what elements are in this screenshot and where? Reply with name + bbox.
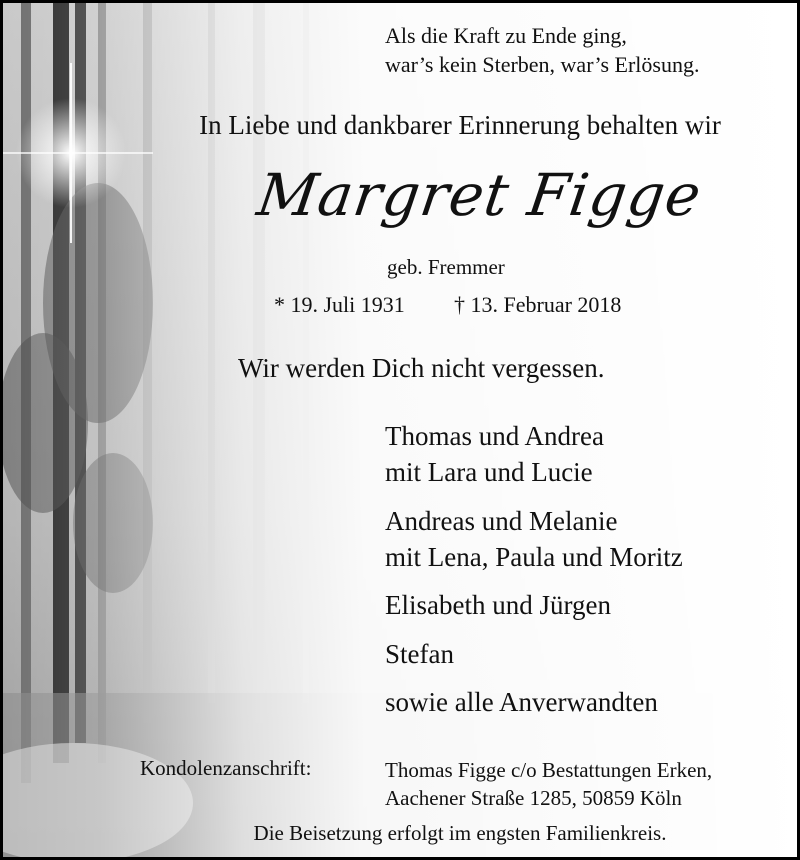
birth-name: geb. Fremmer: [387, 255, 505, 279]
motto-line-2: war’s kein Sterben, war’s Erlösung.: [385, 52, 700, 77]
mourner-line: Stefan: [385, 639, 454, 669]
condolence-label: Kondolenzanschrift:: [140, 756, 312, 780]
condolence-address: [385, 756, 712, 812]
deceased-name: Margret Figge: [253, 161, 706, 229]
mourner-line: mit Lara und Lucie: [385, 457, 593, 487]
mourner-line: Elisabeth und Jürgen: [385, 590, 611, 620]
birth-date: * 19. Juli 1931: [274, 292, 405, 317]
mourner-line: Andreas und Melanie: [385, 506, 618, 536]
intro-text: In Liebe und dankbarer Erinnerung behalten wir: [199, 110, 721, 140]
mourner-line: Thomas und Andrea: [385, 421, 604, 451]
motto-verse: [385, 21, 699, 79]
death-date: † 13. Februar 2018: [454, 292, 622, 317]
mourner-line: mit Lena, Paula und Moritz: [385, 542, 683, 572]
condolence-address-line-1: Thomas Figge c/o Bestattungen Erken,: [385, 758, 713, 782]
motto-line-1: Als die Kraft zu Ende ging,: [385, 23, 627, 48]
burial-note: Die Beisetzung erfolgt im engsten Familienkreis.: [253, 821, 667, 845]
condolence-address-line-2: Aachener Straße 1285, 50859 Köln: [385, 786, 682, 810]
remembrance-phrase: Wir werden Dich nicht vergessen.: [238, 353, 605, 383]
mourner-line: sowie alle Anverwandten: [385, 687, 658, 717]
